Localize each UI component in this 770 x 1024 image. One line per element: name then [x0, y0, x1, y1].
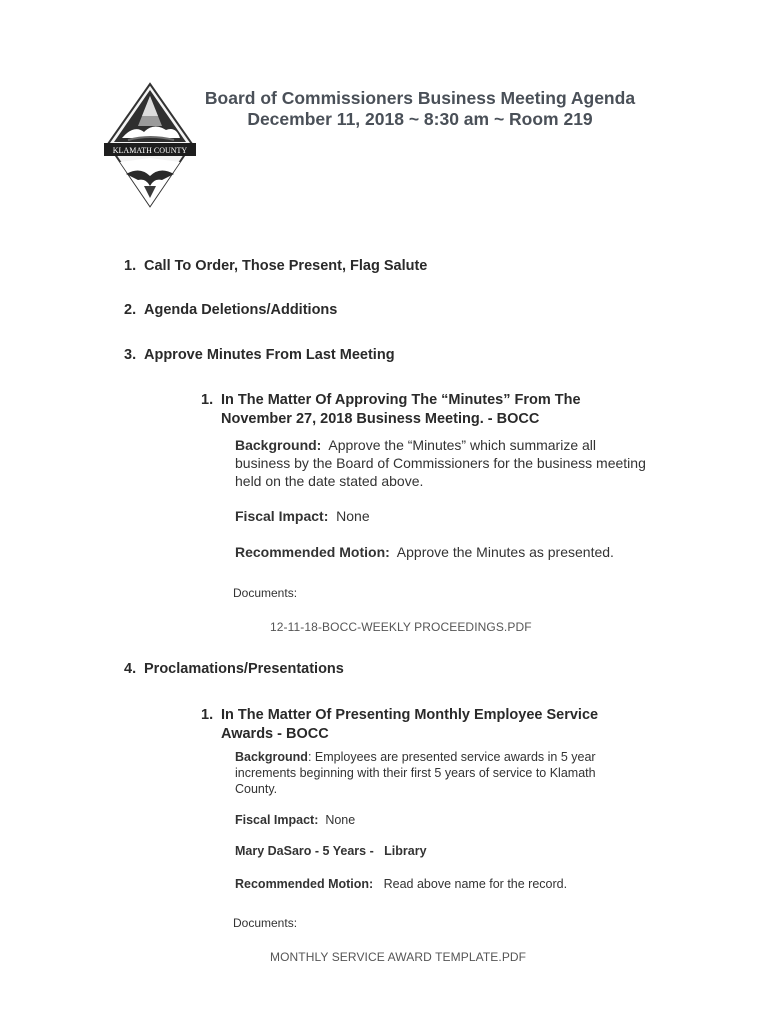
logo-text: KLAMATH COUNTY: [112, 146, 188, 155]
awards-background: Background: Employees are presented service awards in 5 year increments beginning with their first 5 years of service to Klamath County.: [235, 750, 596, 796]
minutes-recommended-motion: Recommended Motion: Approve the Minutes as presented.: [235, 544, 614, 560]
sub-item-minutes: 1. In The Matter Of Approving The “Minutes” From The November 27, 2018 Business Meeting. - BOCC: [201, 392, 581, 427]
minutes-document-link[interactable]: 12-11-18-BOCC-WEEKLY PROCEEDINGS.PDF: [270, 620, 532, 634]
agenda-item: 3. Approve Minutes From Last Meeting: [124, 347, 395, 363]
minutes-documents-label: Documents:: [233, 586, 298, 600]
awards-employee: Mary DaSaro - 5 Years - Library: [235, 844, 427, 858]
awards-fiscal-impact: Fiscal Impact: None: [235, 813, 356, 827]
agenda-item: 4. Proclamations/Presentations: [124, 661, 344, 677]
awards-recommended-motion: Recommended Motion: Read above name for the record.: [235, 877, 568, 891]
awards-documents-label: Documents:: [233, 916, 298, 930]
sub-item-awards: 1. In The Matter Of Presenting Monthly Employee Service Awards - BOCC: [201, 707, 599, 742]
minutes-background: Background: Approve the “Minutes” which summarize all business by the Board of Commissioners for the business meeting held on the date stated above.: [235, 437, 646, 489]
page-title: Board of Commissioners Business Meeting Agenda: [204, 88, 636, 108]
minutes-fiscal-impact: Fiscal Impact: None: [235, 508, 370, 524]
awards-document-link[interactable]: MONTHLY SERVICE AWARD TEMPLATE.PDF: [270, 950, 527, 964]
agenda-item: 2. Agenda Deletions/Additions: [124, 302, 338, 318]
agenda-item: 1. Call To Order, Those Present, Flag Salute: [124, 258, 428, 274]
meeting-date: December 11, 2018 ~ 8:30 am ~ Room 219: [247, 109, 593, 129]
